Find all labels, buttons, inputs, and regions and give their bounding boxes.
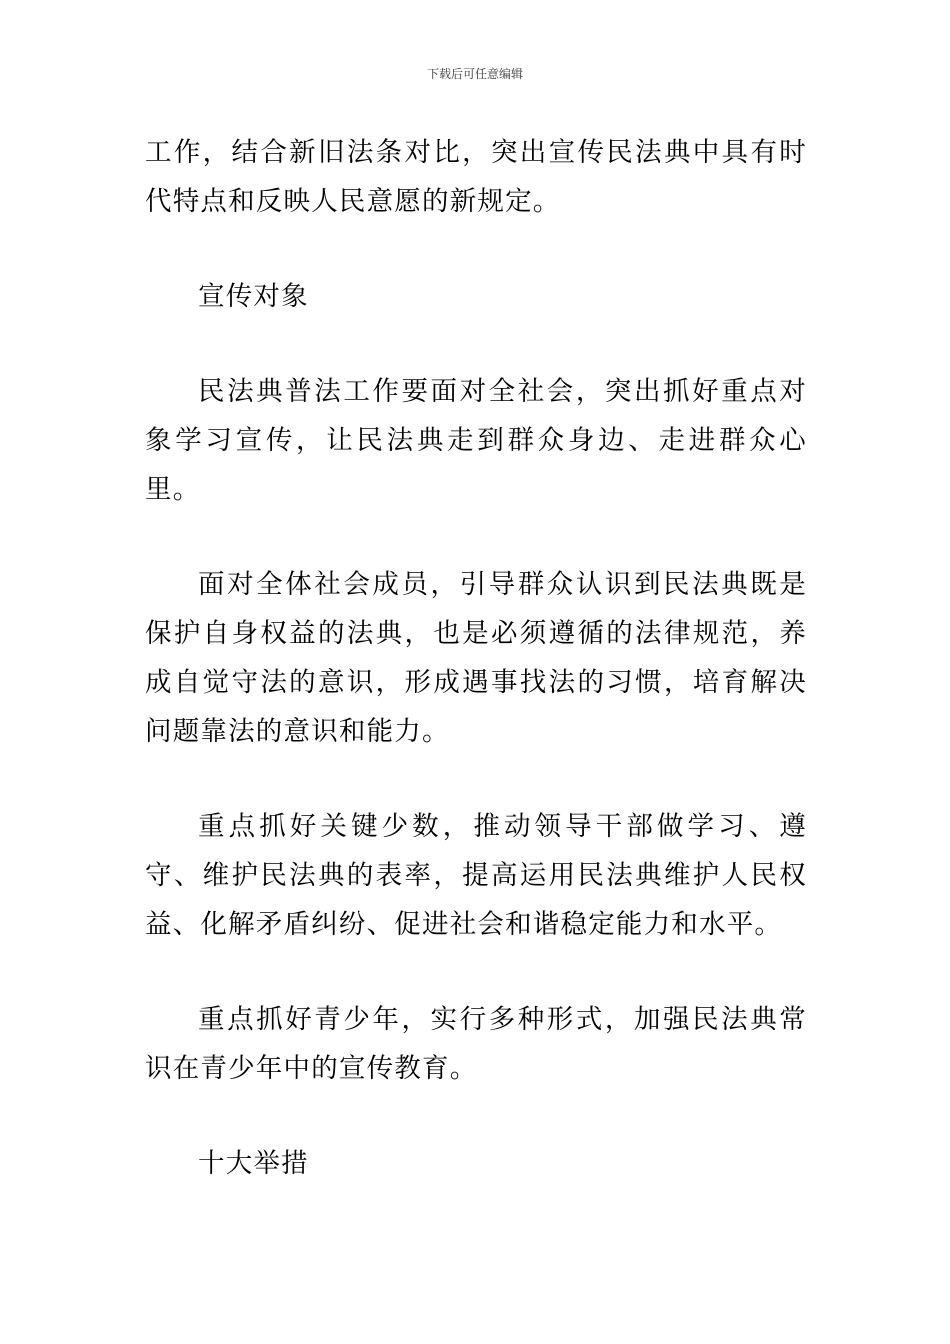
- paragraph-youth: 重点抓好青少年，实行多种形式，加强民法典常识在青少年中的宣传教育。: [145, 1004, 807, 1084]
- paragraph-audience-intro: 民法典普法工作要面对全社会，突出抓好重点对象学习宣传，让民法典走到群众身边、走进群众心里。: [145, 376, 807, 505]
- document-body: [145, 128, 807, 1234]
- paragraph-continuation: 工作，结合新旧法条对比，突出宣传民法典中具有时代特点和反映人民意愿的新规定。: [145, 137, 807, 217]
- page-header: 下载后可任意编辑: [426, 67, 523, 81]
- paragraph-all-members: 面对全体社会成员，引导群众认识到民法典既是保护自身权益的法典，也是必须遵循的法律规范，养成自觉守法的意识，形成遇事找法的习惯，培育解决问题靠法的意识和能力。: [145, 569, 807, 747]
- section-heading-audience: 宣传对象: [198, 281, 309, 312]
- section-heading-measures: 十大举措: [198, 1148, 309, 1179]
- paragraph-key-minority: 重点抓好关键少数，推动领导干部做学习、遵守、维护民法典的表率，提高运用民法典维护人民权益、化解矛盾纠纷、促进社会和谐稳定能力和水平。: [145, 811, 807, 940]
